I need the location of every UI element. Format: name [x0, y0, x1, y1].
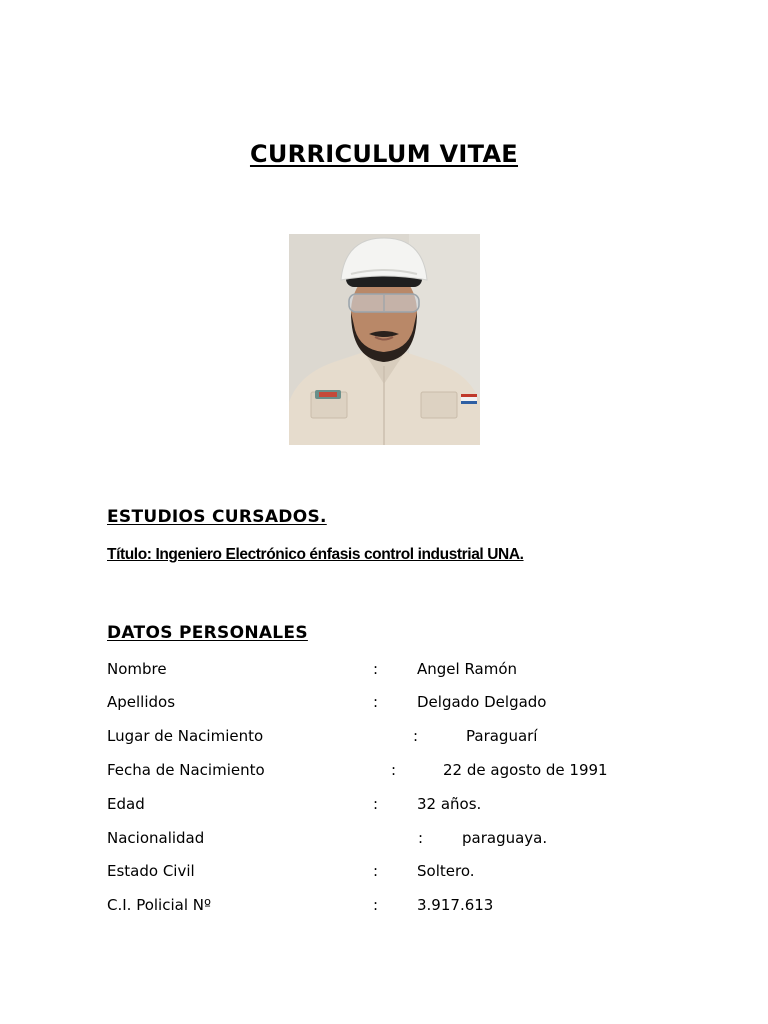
field-separator: : [418, 829, 424, 847]
profile-photo [289, 234, 480, 445]
field-label: Nacionalidad [107, 829, 205, 847]
field-label: C.I. Policial Nº [107, 896, 212, 914]
field-value: paraguaya. [462, 829, 548, 847]
field-label: Estado Civil [107, 862, 195, 880]
field-separator: : [373, 795, 379, 813]
field-value: 32 años. [417, 795, 482, 813]
field-separator: : [373, 693, 379, 711]
field-value: Paraguarí [466, 727, 538, 745]
field-separator: : [373, 660, 379, 678]
document-title: CURRICULUM VITAE [249, 140, 519, 168]
field-value: Delgado Delgado [417, 693, 547, 711]
field-label: Lugar de Nacimiento [107, 727, 264, 745]
field-label: Nombre [107, 660, 167, 678]
degree-title: Título: Ingeniero Electrónico énfasis control industrial UNA. [107, 546, 524, 563]
field-label: Fecha de Nacimiento [107, 761, 265, 779]
profile-photo-illustration [289, 234, 480, 445]
personal-data-heading: DATOS PERSONALES [107, 623, 308, 643]
field-separator: : [413, 727, 419, 745]
field-value: 22 de agosto de 1991 [443, 761, 608, 779]
field-label: Apellidos [107, 693, 176, 711]
field-separator: : [391, 761, 397, 779]
field-separator: : [373, 862, 379, 880]
education-heading: ESTUDIOS CURSADOS. [107, 507, 327, 527]
field-value: 3.917.613 [417, 896, 494, 914]
field-separator: : [373, 896, 379, 914]
field-value: Soltero. [417, 862, 475, 880]
field-value: Angel Ramón [417, 660, 518, 678]
field-label: Edad [107, 795, 145, 813]
